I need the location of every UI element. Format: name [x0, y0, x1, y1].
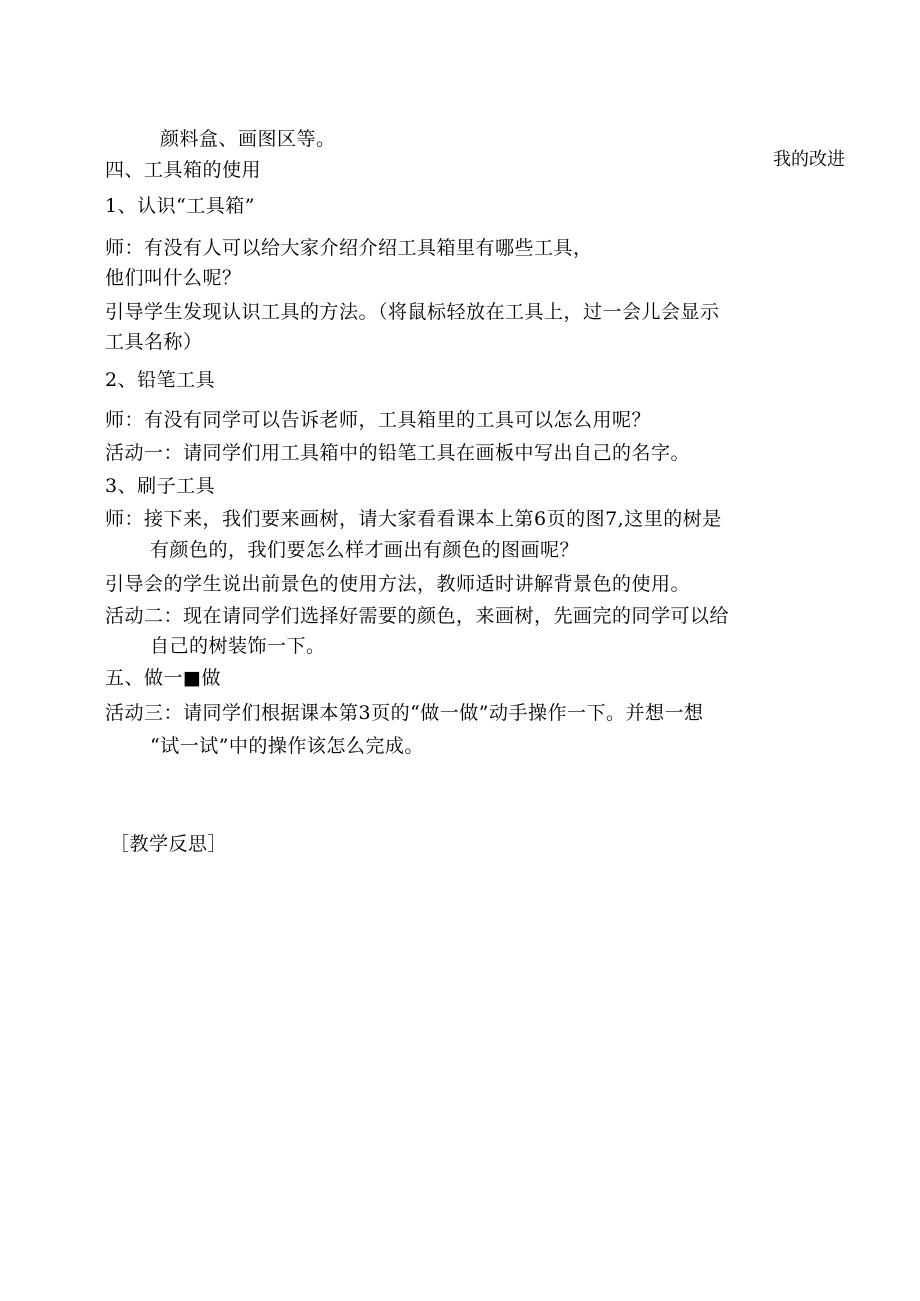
text-line: 活动二：现在请同学们选择好需要的颜色，来画树，先画完的同学可以给 [105, 605, 730, 627]
text-line: 师：接下来，我们要来画树，请大家看看课本上第6页的图7,这里的树是 [105, 508, 722, 530]
text-line: 颜料盒、画图区等。 [160, 128, 336, 150]
text-line: 引导学生发现认识工具的方法。（将鼠标轻放在工具上，过一会儿会显示 [105, 301, 720, 323]
text-line: 活动三：请同学们根据课本第3页的“做一做”动手操作一下。并想一想 [105, 702, 704, 724]
subsection-heading: 2、铅笔工具 [105, 369, 216, 391]
section-heading: 四、工具箱的使用 [105, 159, 262, 181]
text-line: 师：有没有同学可以告诉老师，工具箱里的工具可以怎么用呢？ [105, 409, 652, 431]
text-line: 自己的树装饰一下。 [150, 635, 326, 657]
subsection-heading: 3、刷子工具 [105, 475, 216, 497]
text-line: 有颜色的，我们要怎么样才画出有颜色的图画呢？ [150, 539, 580, 561]
section-heading: 五、做一■做 [105, 667, 221, 689]
text-line: 工具名称） [105, 331, 203, 353]
teaching-reflection-heading: ［教学反思］ [110, 833, 228, 855]
side-note-my-improvement: 我的改进 [773, 149, 845, 170]
text-line: 师：有没有人可以给大家介绍介绍工具箱里有哪些工具， [105, 237, 593, 259]
text-line: “试一试”中的操作该怎么完成。 [150, 735, 424, 757]
subsection-heading: 1、认识“工具箱” [105, 195, 256, 217]
text-line: 他们叫什么呢？ [105, 267, 242, 289]
text-line: 引导会的学生说出前景色的使用方法，教师适时讲解背景色的使用。 [105, 573, 691, 595]
text-line: 活动一：请同学们用工具箱中的铅笔工具在画板中写出自己的名字。 [105, 442, 691, 464]
